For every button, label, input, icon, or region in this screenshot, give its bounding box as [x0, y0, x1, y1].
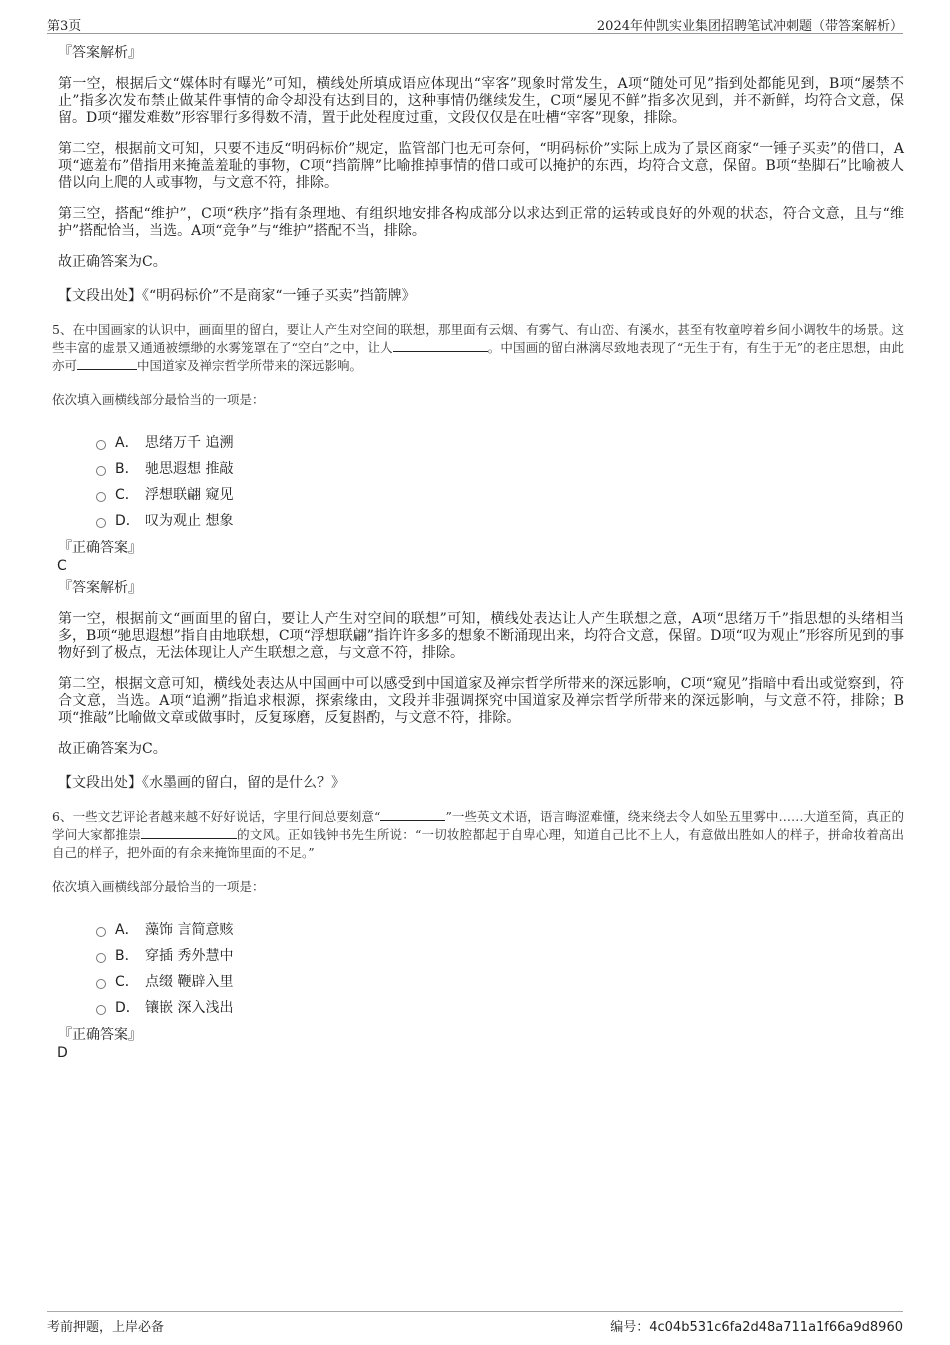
question-stem	[52, 808, 904, 862]
footer-slogan: 考前押题，上岸必备	[47, 1320, 165, 1335]
fill-blank	[141, 827, 237, 839]
conclusion: 故正确答案为C。	[58, 741, 167, 757]
source-citation: 【文段出处】《“明码标价”不是商家“一锤子买卖”挡箭牌》	[58, 288, 416, 304]
answer-label: 『正确答案』	[58, 1027, 142, 1043]
option-list	[96, 916, 904, 1020]
option-b[interactable]: B． 驰思遐想 推敲	[96, 455, 904, 481]
question-6	[52, 808, 904, 1062]
analysis-paragraph: 第三空，搭配“维护”，C项“秩序”指有条理地、有组织地安排各构成部分以求达到正常的运转或良好的外观的状态，符合文意，且与“维护”搭配恰当，当选。A项“竞争”与“维护”搭配不当，排除。	[58, 206, 904, 239]
page-number: 第3页	[47, 19, 82, 34]
fill-blank	[393, 340, 488, 352]
question-stem	[52, 321, 904, 375]
q4-analysis	[52, 44, 904, 305]
option-c[interactable]: C． 点缀 鞭辟入里	[96, 968, 904, 994]
answer-label: 『正确答案』	[58, 540, 142, 556]
page-footer	[47, 1311, 903, 1333]
stem-text: 6、一些文艺评论者越来越不好好说话，字里行间总要刻意“	[52, 809, 381, 824]
page-header	[47, 12, 903, 34]
radio-icon[interactable]	[96, 1005, 106, 1015]
conclusion: 故正确答案为C。	[58, 254, 167, 270]
analysis-paragraph: 第二空，根据文意可知，横线处表达从中国画中可以感受到中国道家及禅宗哲学所带来的深远影响，C项“窥见”指暗中看出或觉察到，符合文意，当选。A项“追溯”指追求根源，探索缘由，文段并非强调探究中国道家及禅宗哲学所带来的深远影响，与文意不符，排除；B项“推敲”比喻做文章或做事时，反复琢磨，反复斟酌，与文意不符，排除。	[58, 676, 904, 726]
fill-blank	[77, 358, 137, 370]
question-5	[52, 321, 904, 792]
option-a[interactable]: A． 思绪万千 追溯	[96, 429, 904, 455]
option-list	[96, 429, 904, 533]
question-prompt: 依次填入画横线部分最恰当的一项是：	[52, 392, 265, 407]
stem-text: ”一些英文术语，语言晦涩难懂，绕来绕去令人如坠五里雾中……大道至简，真正的学问大家都推崇	[52, 809, 904, 842]
radio-icon[interactable]	[96, 440, 106, 450]
stem-text: 中国道家及禅宗哲学所带来的深远影响。	[137, 358, 363, 373]
fill-blank	[380, 809, 445, 821]
option-d[interactable]: D． 镶嵌 深入浅出	[96, 994, 904, 1020]
correct-answer: D	[57, 1045, 68, 1061]
page-content	[52, 44, 904, 1062]
document-id: 编号：4c04b531c6fa2d48a711a1f66a9d8960	[610, 1320, 903, 1335]
radio-icon[interactable]	[96, 466, 106, 476]
correct-answer: C	[57, 558, 67, 574]
radio-icon[interactable]	[96, 927, 106, 937]
stem-text: 。中国画的留白淋漓尽致地表现了“无生于有，有生于无”的老庄思想，由此亦可	[52, 340, 904, 373]
radio-icon[interactable]	[96, 979, 106, 989]
analysis-label: 『答案解析』	[58, 580, 142, 596]
analysis-paragraph: 第一空，根据前文“画面里的留白，要让人产生对空间的联想”可知，横线处表达让人产生联想之意，A项“思绪万千”指思想的头绪相当多，B项“驰思遐想”指自由地联想，C项“浮想联翩”指许许多多的想象不断涌现出来，均符合文意，保留。D项“叹为观止”形容所见到的事物好到了极点，无法体现让人产生联想之意，与文意不符，排除。	[58, 611, 904, 661]
radio-icon[interactable]	[96, 518, 106, 528]
option-d[interactable]: D． 叹为观止 想象	[96, 507, 904, 533]
question-prompt: 依次填入画横线部分最恰当的一项是：	[52, 879, 265, 894]
stem-text: 的文风。正如钱钟书先生所说：“一切妆腔都起于自卑心理，知道自己比不上人，有意做出胜如人的样子，拼命妆着高出自己的样子，把外面的有余来掩饰里面的不足。”	[52, 827, 904, 860]
radio-icon[interactable]	[96, 492, 106, 502]
source-citation: 【文段出处】《水墨画的留白，留的是什么？》	[58, 775, 345, 791]
stem-text: 5、在中国画家的认识中，画面里的留白，要让人产生对空间的联想，那里面有云烟、有雾气、有山峦、有溪水，甚至有牧童哼着乡间小调牧牛的场景。这些丰富的虚景又通通被缥缈的水雾笼罩在了“空白”之中，让人	[52, 322, 904, 355]
document-title: 2024年仲凯实业集团招聘笔试冲刺题（带答案解析）	[596, 19, 903, 34]
analysis-paragraph: 第二空，根据前文可知，只要不违反“明码标价”规定，监管部门也无可奈何，“明码标价”实际上成为了景区商家“一锤子买卖”的借口，A项“遮羞布”借指用来掩盖羞耻的事物，C项“挡箭牌”比喻推掉事情的借口或可以掩护的东西，均符合文意，保留。B项“垫脚石”比喻被人借以向上爬的人或事物，与文意不符，排除。	[58, 141, 904, 191]
analysis-paragraph: 第一空，根据后文“媒体时有曝光”可知，横线处所填成语应体现出“宰客”现象时常发生，A项“随处可见”指到处都能见到，B项“屡禁不止”指多次发布禁止做某件事情的命令却没有达到目的，这种事情仍继续发生，C项“屡见不鲜”指多次见到，并不新鲜，均符合文意，保留。D项“擢发难数”形容罪行多得数不清，置于此处程度过重，文段仅仅是在吐槽“宰客”现象，排除。	[58, 76, 904, 126]
option-b[interactable]: B． 穿插 秀外慧中	[96, 942, 904, 968]
option-c[interactable]: C． 浮想联翩 窥见	[96, 481, 904, 507]
radio-icon[interactable]	[96, 953, 106, 963]
option-a[interactable]: A． 藻饰 言简意赅	[96, 916, 904, 942]
analysis-label: 『答案解析』	[58, 45, 142, 61]
